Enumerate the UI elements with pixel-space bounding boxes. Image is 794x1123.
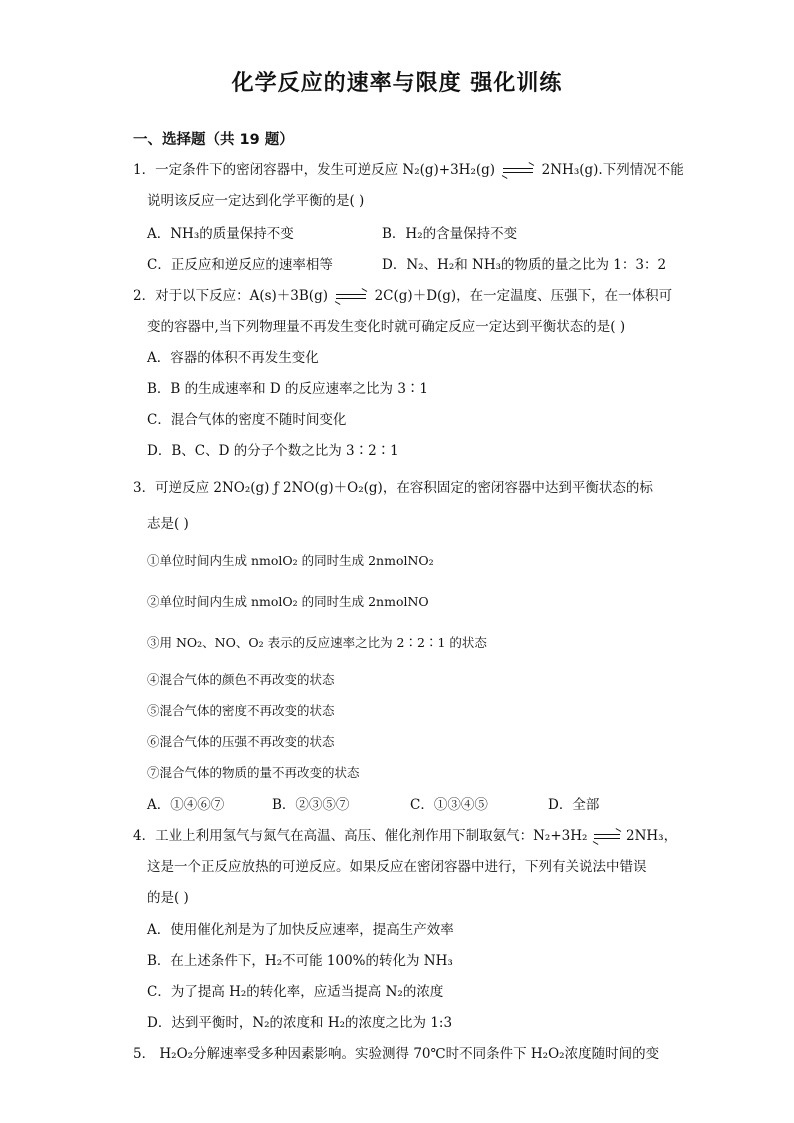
equilibrium-arrow-icon: [503, 166, 533, 176]
question-1-option-a: A．NH₃的质量保持不变: [147, 226, 294, 242]
question-3-item-5: ⑤混合气体的密度不再改变的状态: [147, 703, 335, 718]
question-2-stem-line-2: 变的容器中,当下列物理量不再发生变化时就可确定反应一定达到平衡状态的是( ): [147, 319, 626, 335]
question-1-stem-line-2: 说明该反应一定达到化学平衡的是( ): [147, 193, 365, 209]
equilibrium-arrow-icon: [336, 292, 366, 302]
question-4-option-b: B．在上述条件下，H₂不可能 100%的转化为 NH₃: [147, 953, 453, 969]
question-3-option-d: D．全部: [548, 797, 600, 813]
question-2-option-c: C．混合气体的密度不随时间变化: [147, 412, 347, 428]
section-heading: 一、选择题（共 19 题）: [133, 132, 294, 148]
question-4-stem-line-2: 这是一个正反应放热的可逆反应。如果反应在密闭容器中进行，下列有关说法中错误: [147, 859, 647, 875]
question-2-stem-start: 2．对于以下反应：A(s)＋3B(g): [133, 288, 328, 304]
question-4-option-c: C．为了提高 H₂的转化率，应适当提高 N₂的浓度: [147, 984, 444, 1000]
question-3-option-a: A．①④⑥⑦: [147, 797, 225, 813]
question-3-item-3: ③用 NO₂、NO、O₂ 表示的反应速率之比为 2∶2∶1 的状态: [147, 635, 487, 650]
question-2-option-d: D．B、C、D 的分子个数之比为 3∶2∶1: [147, 443, 399, 459]
question-3-item-6: ⑥混合气体的压强不再改变的状态: [147, 734, 335, 749]
question-2-option-a: A．容器的体积不再发生变化: [147, 350, 319, 366]
question-1-stem-end: 2NH₃(g).下列情况不能: [541, 162, 684, 178]
question-1-option-b: B．H₂的含量保持不变: [382, 226, 518, 242]
question-4-stem-end: 2NH₃，: [626, 828, 678, 844]
question-1-stem: [133, 161, 684, 179]
question-3-option-c: C．①③④⑤: [410, 797, 488, 813]
question-2-stem-end: 2C(g)＋D(g)，在一定温度、压强下，在一体积可: [374, 288, 673, 304]
question-3-item-2: ②单位时间内生成 nmolO₂ 的同时生成 2nmolNO: [147, 594, 429, 609]
question-3-option-b: B．②③⑤⑦: [272, 797, 350, 813]
question-4-option-a: A．使用催化剂是为了加快反应速率，提高生产效率: [147, 922, 454, 938]
question-1-stem-start: 1．一定条件下的密闭容器中，发生可逆反应 N₂(g)+3H₂(g): [133, 162, 496, 178]
question-2-option-b: B．B 的生成速率和 D 的反应速率之比为 3∶1: [147, 381, 429, 397]
document-title: 化学反应的速率与限度 强化训练: [231, 71, 563, 96]
question-5-stem: 5． H₂O₂分解速率受多种因素影响。实验测得 70℃时不同条件下 H₂O₂浓度随时间的变: [133, 1046, 660, 1062]
question-3-stem-line-2: 志是( ): [147, 516, 189, 532]
question-4-stem-start: 4．工业上利用氢气与氮气在高温、高压、催化剂作用下制取氨气：N₂+3H₂: [133, 828, 588, 844]
question-4-stem-line-3: 的是( ): [147, 890, 189, 906]
question-4-option-d: D．达到平衡时，N₂的浓度和 H₂的浓度之比为 1:3: [147, 1015, 453, 1031]
equilibrium-arrow-icon: [594, 832, 620, 842]
question-4-stem: [133, 827, 677, 845]
question-3-item-7: ⑦混合气体的物质的量不再改变的状态: [147, 765, 360, 780]
question-3-stem: 3．可逆反应 2NO₂(g) ƒ 2NO(g)＋O₂(g)，在容积固定的密闭容器中达到平衡状态的标: [133, 480, 653, 496]
question-1-option-d: D．N₂、H₂和 NH₃的物质的量之比为 1：3：2: [382, 257, 667, 273]
question-2-stem: [133, 287, 672, 305]
question-3-item-1: ①单位时间内生成 nmolO₂ 的同时生成 2nmolNO₂: [147, 553, 434, 568]
question-1-option-c: C．正反应和逆反应的速率相等: [147, 257, 333, 273]
question-3-item-4: ④混合气体的颜色不再改变的状态: [147, 672, 335, 687]
